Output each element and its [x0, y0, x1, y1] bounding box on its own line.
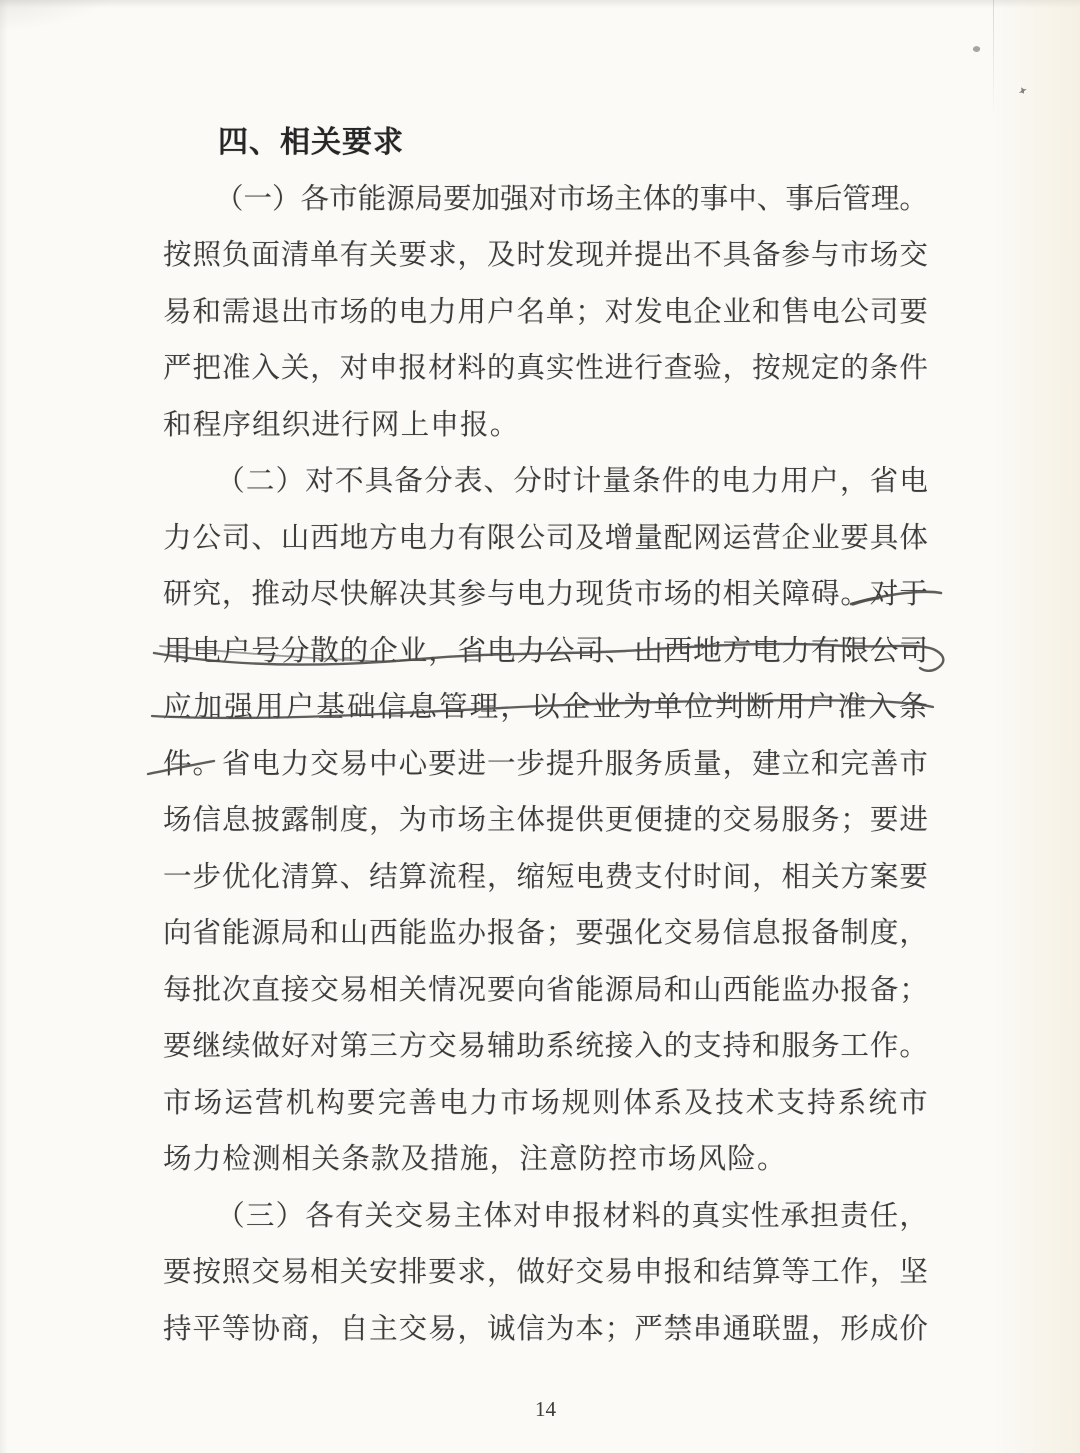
text-line: 场 信 息 披 露 制 度 ， 为 市 场 主 体 提 供 更 便 捷 的 交 易 服 务 ； 要 进 — [163, 805, 928, 836]
scan-warm-band-right — [990, 0, 1080, 1453]
text-line: 研 究 ， 推 动 尽 快 解 决 其 参 与 电 力 现 货 市 场 的 相 关 障 碍 。 对 于 — [163, 579, 928, 610]
section-heading: 四、相关要求 — [218, 126, 404, 159]
text-line: 要 按 照 交 易 相 关 安 排 要 求 ， 做 好 交 易 申 报 和 结 算 等 工 作 ， 坚 — [163, 1257, 928, 1288]
scan-page-edge-line — [993, 0, 994, 120]
ink-speck — [1017, 85, 1028, 96]
text-line: 严 把 准 入 关 ， 对 申 报 材 料 的 真 实 性 进 行 查 验 ， 按 规 定 的 条 件 — [163, 353, 928, 384]
text-line: 向 省 能 源 局 和 山 西 能 监 办 报 备 ； 要 强 化 交 易 信 息 报 备 制 度 ， — [163, 918, 928, 949]
text-line: （ 三 ） 各 有 关 交 易 主 体 对 申 报 材 料 的 真 实 性 承 担 责 任 ， — [216, 1200, 928, 1232]
text-line: 和程序组织进行网上申报。 — [163, 409, 520, 441]
scan-shadow-top-edge — [0, 0, 1080, 8]
text-line: 每 批 次 直 接 交 易 相 关 情 况 要 向 省 能 源 局 和 山 西 能 监 办 报 备 ； — [163, 974, 928, 1006]
text-line-struck: 用 电 户 号 分 散 的 企 业 ， 省 电 力 公 司 、 山 西 地 方 电 力 有 限 公 司 — [163, 635, 928, 667]
page-number: 14 — [535, 1397, 556, 1421]
scan-shadow-left-edge — [0, 0, 8, 1453]
ink-speck — [972, 45, 981, 53]
text-line: 按 照 负 面 清 单 有 关 要 求 ， 及 时 发 现 并 提 出 不 具 备 参 与 市 场 交 — [163, 240, 928, 271]
text-line-struck: 应 加 强 用 户 基 础 信 息 管 理 ， 以 企 业 为 单 位 判 断 用 户 准 入 条 — [163, 692, 928, 723]
text-line: 场力检测相关条款及措施，注意防控市场风险。 — [163, 1144, 787, 1175]
scan-shadow-top-left — [0, 0, 240, 110]
text-line: 持 平 等 协 商 ， 自 主 交 易 ， 诚 信 为 本 ； 严 禁 串 通 联 盟 ， 形 成 价 — [163, 1313, 928, 1345]
text-line: 要 继 续 做 好 对 第 三 方 交 易 辅 助 系 统 接 入 的 支 持 和 服 务 工 作 。 — [163, 1031, 928, 1062]
text-line: 件 。 省 电 力 交 易 中 心 要 进 一 步 提 升 服 务 质 量 ， 建 立 和 完 善 市 — [163, 748, 928, 780]
text-line: 力 公 司 、 山 西 地 方 电 力 有 限 公 司 及 增 量 配 网 运 营 企 业 要 具 体 — [163, 522, 928, 554]
text-line: 市 场 运 营 机 构 要 完 善 电 力 市 场 规 则 体 系 及 技 术 支 持 系 统 市 — [163, 1087, 928, 1119]
text-line: 一 步 优 化 清 算 、 结 算 流 程 ， 缩 短 电 费 支 付 时 间 ， 相 关 方 案 要 — [163, 861, 928, 893]
text-line: （ 一 ） 各 市 能 源 局 要 加 强 对 市 场 主 体 的 事 中 、 事 后 管 理 。 — [215, 183, 928, 215]
text-line: （ 二 ） 对 不 具 备 分 表 、 分 时 计 量 条 件 的 电 力 用 户 ， 省 电 — [216, 466, 928, 497]
document-body — [163, 115, 928, 1358]
text-line: 易 和 需 退 出 市 场 的 电 力 用 户 名 单 ； 对 发 电 企 业 和 售 电 公 司 要 — [163, 296, 928, 328]
